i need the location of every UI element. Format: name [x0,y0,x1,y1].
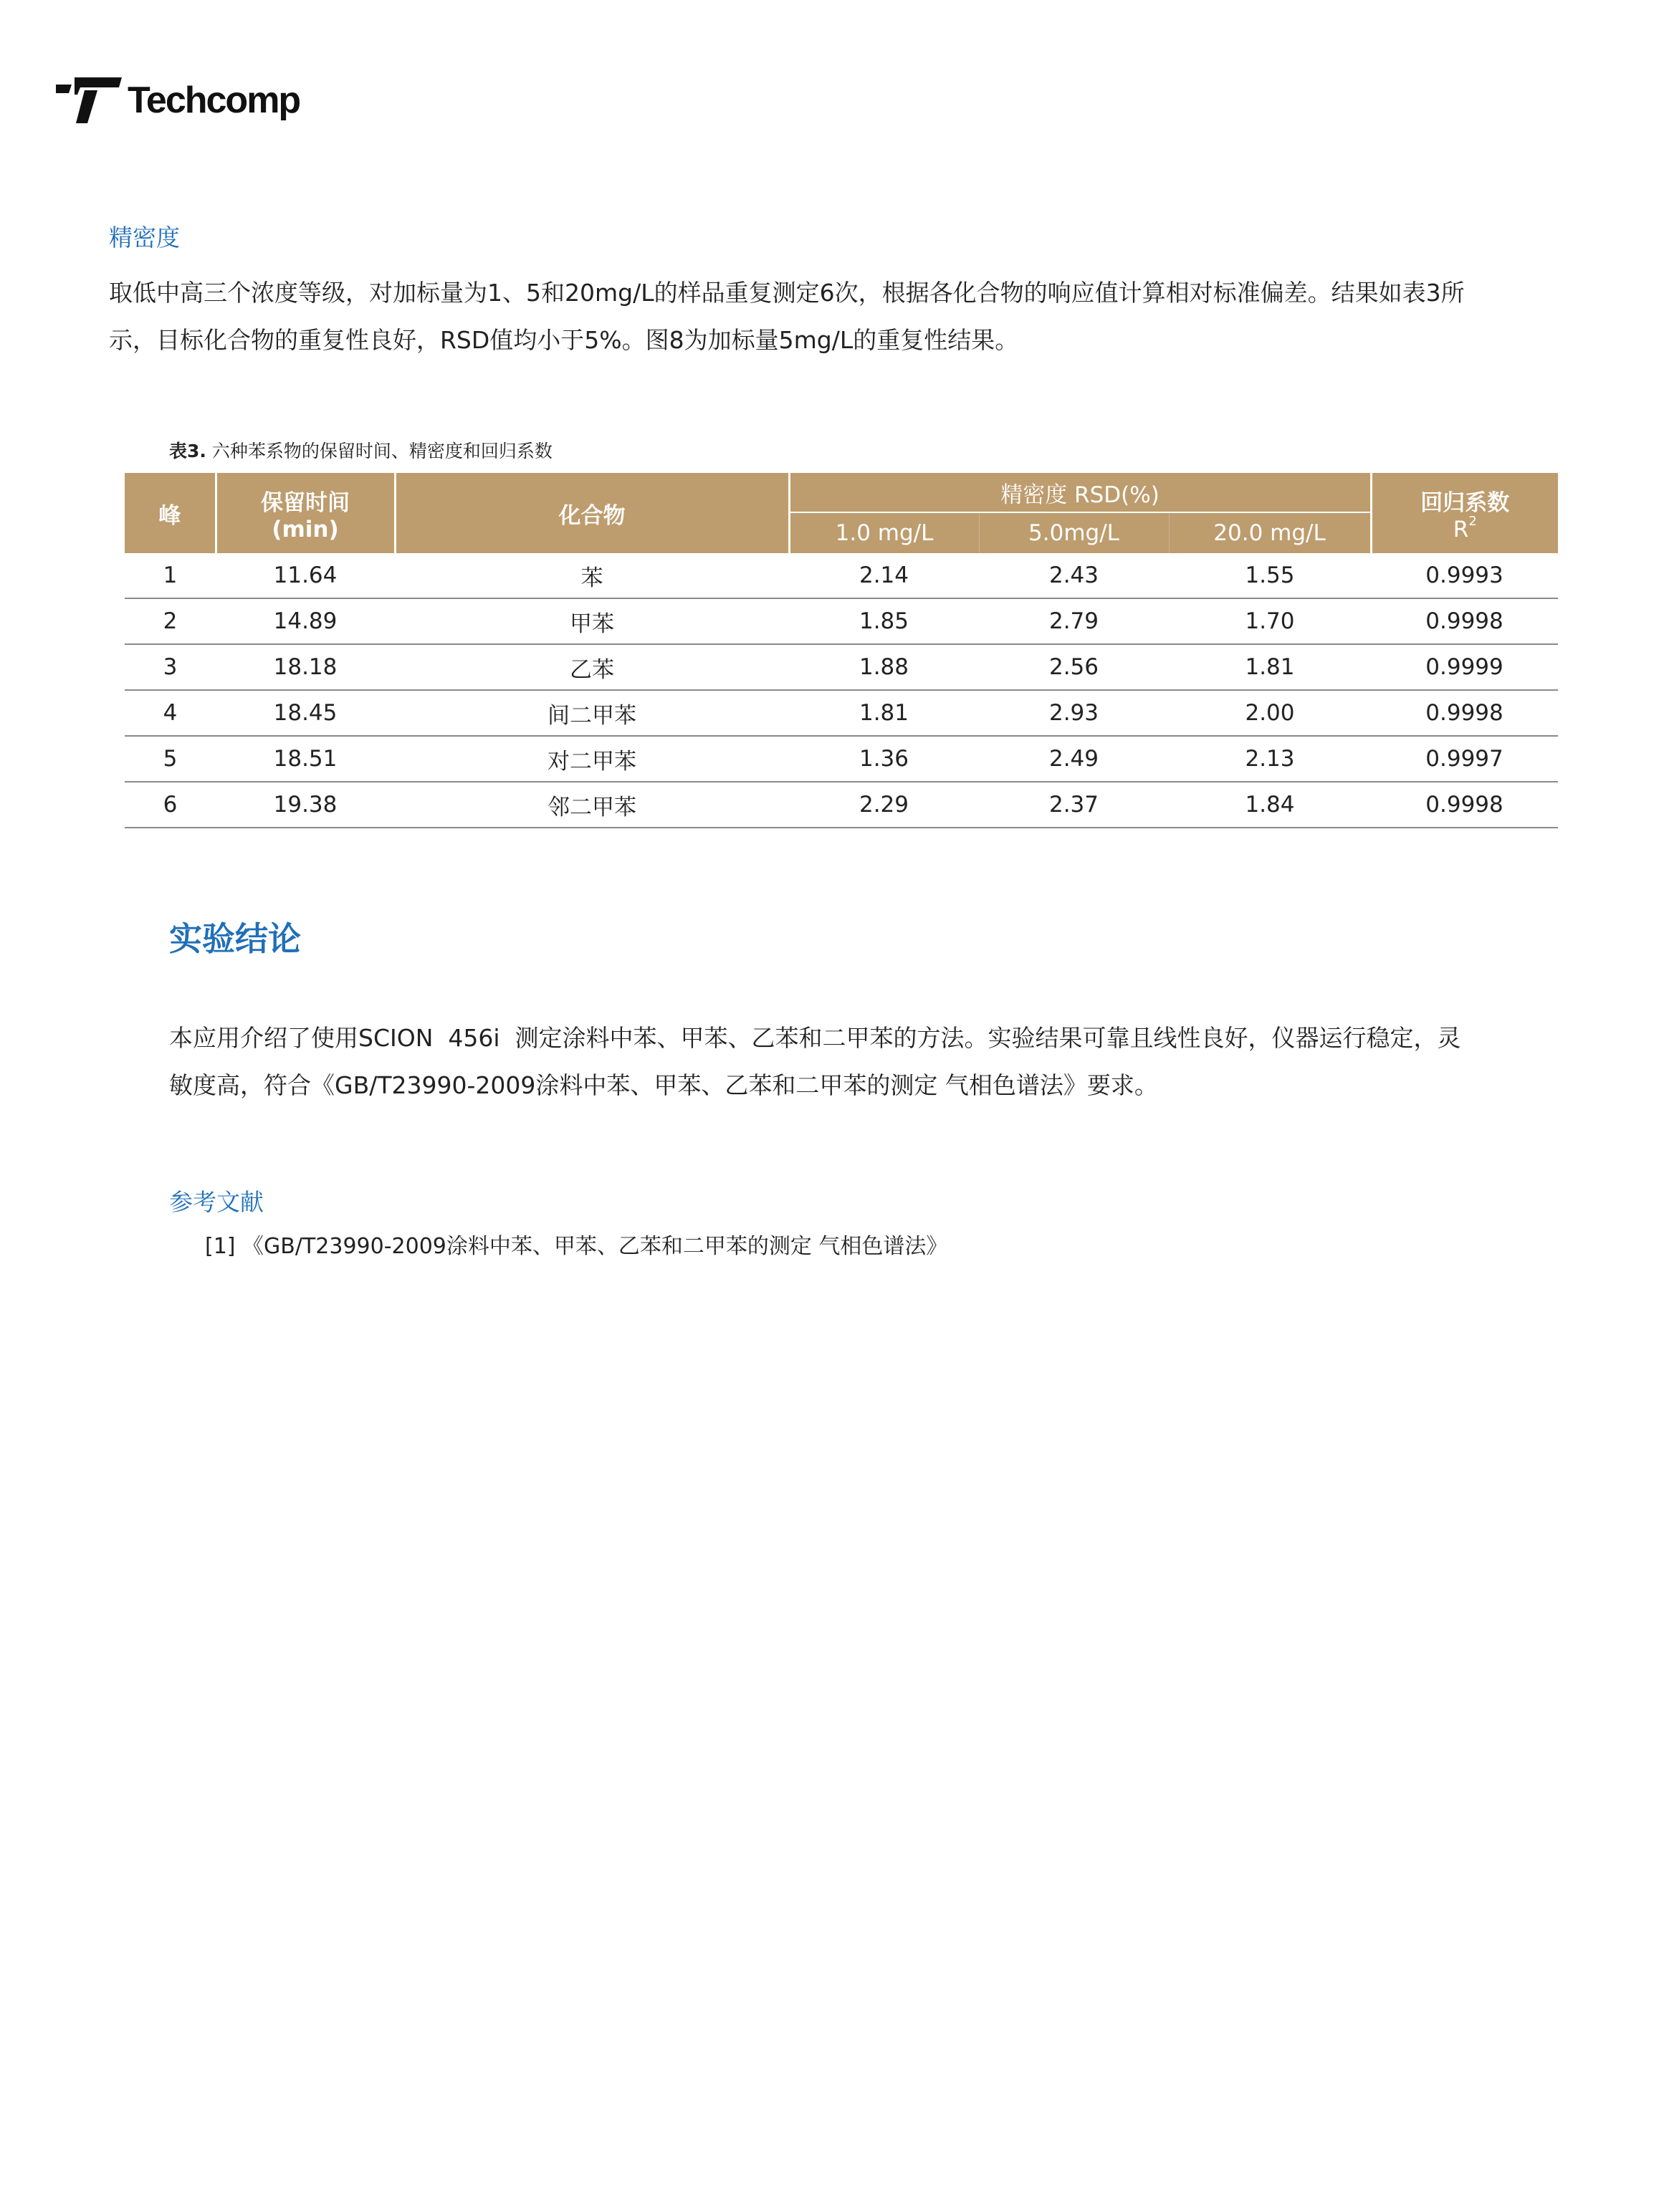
col-header-compound: 化合物 [395,473,789,553]
col-header-rsd-group: 精密度 RSD(%) [789,473,1371,512]
cell-rsd-5: 2.43 [979,553,1169,598]
r2-base: R [1453,516,1469,542]
cell-r2: 0.9997 [1371,736,1558,782]
cell-rsd-5: 2.49 [979,736,1169,782]
cell-retention-time: 18.18 [216,644,395,690]
cell-rsd-20: 1.70 [1169,598,1371,644]
col-header-regression [1371,473,1558,553]
cell-rsd-1: 1.36 [789,736,979,782]
cell-r2: 0.9998 [1371,782,1558,828]
cell-rsd-5: 2.93 [979,690,1169,736]
col-header-retention-time [216,473,395,553]
cell-peak: 4 [125,690,216,736]
cell-compound: 间二甲苯 [395,690,789,736]
cell-compound: 邻二甲苯 [395,782,789,828]
cell-rsd-1: 1.81 [789,690,979,736]
cell-rsd-1: 1.85 [789,598,979,644]
cell-retention-time: 11.64 [216,553,395,598]
cell-r2: 0.9998 [1371,598,1558,644]
col-header-regression-r2 [1372,514,1559,542]
cell-rsd-20: 2.13 [1169,736,1371,782]
table-row [125,644,1558,690]
precision-heading: 精密度 [109,224,180,252]
references-heading: 参考文献 [169,1188,264,1216]
cell-compound: 对二甲苯 [395,736,789,782]
cell-rsd-20: 1.84 [1169,782,1371,828]
cell-retention-time: 19.38 [216,782,395,828]
conclusion-paragraph-line-1: 本应用介绍了使用SCION 456i 测定涂料中苯、甲苯、乙苯和二甲苯的方法。实验结果可靠且线性良好，仪器运行稳定，灵 [169,1024,1461,1052]
cell-rsd-5: 2.56 [979,644,1169,690]
precision-paragraph-line-2: 示，目标化合物的重复性良好，RSD值均小于5%。图8为加标量5mg/L的重复性结果。 [109,326,1019,354]
cell-compound: 苯 [395,553,789,598]
table-caption-label: 表3. [169,441,206,461]
cell-rsd-1: 1.88 [789,644,979,690]
conclusion-heading: 实验结论 [169,919,301,958]
cell-rsd-1: 2.29 [789,782,979,828]
cell-compound: 甲苯 [395,598,789,644]
results-table [125,473,1558,828]
conclusion-paragraph-line-2: 敏度高，符合《GB/T23990-2009涂料中苯、甲苯、乙苯和二甲苯的测定 气相色谱法》要求。 [169,1071,1158,1099]
col-header-rsd-1: 1.0 mg/L [789,512,979,553]
table-row [125,598,1558,644]
cell-r2: 0.9998 [1371,690,1558,736]
precision-paragraph-line-1: 取低中高三个浓度等级，对加标量为1、5和20mg/L的样品重复测定6次，根据各化合物的响应值计算相对标准偏差。结果如表3所 [109,279,1465,307]
cell-peak: 1 [125,553,216,598]
cell-rsd-20: 2.00 [1169,690,1371,736]
cell-rsd-5: 2.79 [979,598,1169,644]
cell-retention-time: 18.51 [216,736,395,782]
techcomp-logo [56,75,300,126]
cell-r2: 0.9999 [1371,644,1558,690]
col-header-retention-time-line-2: (min) [272,516,339,542]
table-row [125,782,1558,828]
r2-superscript: 2 [1468,514,1477,530]
cell-r2: 0.9993 [1371,553,1558,598]
table-row [125,553,1558,598]
col-header-retention-time-line-1: 保留时间 [261,489,350,516]
cell-retention-time: 14.89 [216,598,395,644]
cell-peak: 3 [125,644,216,690]
table-row [125,736,1558,782]
cell-rsd-20: 1.55 [1169,553,1371,598]
col-header-rsd-5: 5.0mg/L [979,512,1169,553]
col-header-regression-line-1: 回归系数 [1420,489,1510,516]
cell-retention-time: 18.45 [216,690,395,736]
cell-rsd-20: 1.81 [1169,644,1371,690]
cell-compound: 乙苯 [395,644,789,690]
table-row [125,690,1558,736]
techcomp-logo-mark-icon [56,77,122,123]
table-caption [169,439,553,464]
cell-rsd-5: 2.37 [979,782,1169,828]
col-header-rsd-20: 20.0 mg/L [1169,512,1371,553]
brand-name: Techcomp [128,80,300,121]
reference-item: [1] 《GB/T23990-2009涂料中苯、甲苯、乙苯和二甲苯的测定 气相色谱法》 [205,1234,948,1259]
cell-rsd-1: 2.14 [789,553,979,598]
cell-peak: 5 [125,736,216,782]
table-caption-text: 六种苯系物的保留时间、精密度和回归系数 [206,441,553,461]
col-header-peak: 峰 [125,473,216,553]
cell-peak: 6 [125,782,216,828]
cell-peak: 2 [125,598,216,644]
